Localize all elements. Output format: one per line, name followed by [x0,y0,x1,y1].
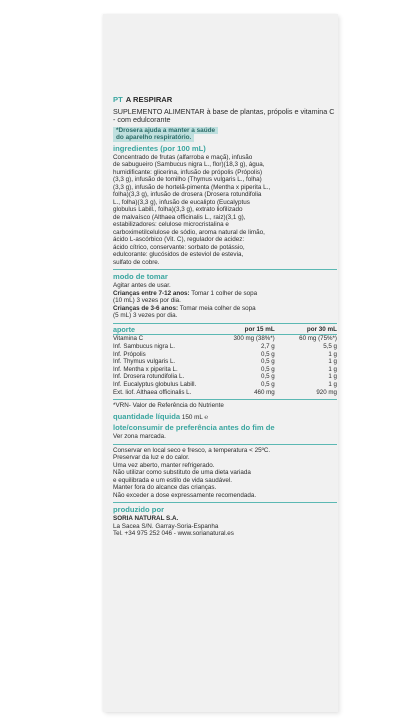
ingredients-line: edulcorante: glucósidos de esteviol de estevia, [113,251,244,259]
nutrient-value: 1 g [328,358,337,366]
ingredients-line: de sabugueiro (Sambucus nigra L., flor)(18,3 g), água, [113,161,265,169]
warning-line: Preservar da luz e do calor. [113,454,190,462]
nutrient-value: 0,5 g [260,350,275,358]
net-quantity-value: 150 mL ℮ [181,413,209,421]
language-code: PT [113,95,123,104]
nutrient-value: 1 g [328,365,337,373]
nutrient-value: 0,5 g [260,380,275,388]
table-row [113,373,337,381]
nutrient-value: 0,5 g [260,358,275,366]
usage-text [113,282,337,320]
ingredients-line: globulus Labill., folha)(3,3 g), extrato liofilizado [113,206,243,214]
usage-line: (5 mL) 3 vezes por dia. [113,312,178,320]
warnings [113,447,337,500]
nutrient-name: Inf. Eucalyptus globulus Labill. [113,380,197,388]
divider [113,502,337,503]
nutrient-value: 60 mg (75%*) [299,335,337,343]
nutrient-name: Inf. Sambucus nigra L. [113,343,175,350]
nutrient-value: 1 g [328,350,337,358]
usage-older-label: Crianças entre 7-12 anos: [113,289,190,297]
producer-address: La Sacea S/N. Garray-Soria-Espanha [113,522,219,530]
usage-young-children [113,305,337,313]
health-claim-line: do aparelho respiratório. [113,134,194,142]
usage-older-text: Tomar 1 colher de sopa [189,289,258,297]
product-header [113,95,337,105]
table-row [113,366,337,374]
ingredients-line: Concentrado de frutas (alfarroba e maçã), infusão [113,153,253,161]
ingredients-line: ácido L-ascórbico (Vit. C), regulador de acidez: [113,236,245,244]
lot-line: Ver zona marcada. [113,433,166,441]
nutrient-name: Inf. Thymus vulgaris L. [113,358,176,366]
divider [113,269,337,270]
ingredients-line: L., folha)(3,3 g), infusão de eucalipto (Eucalyptus [113,198,250,206]
nutrient-value: 0,5 g [260,373,275,381]
net-quantity [113,412,337,422]
net-quantity-label: quantidade líquida [113,411,181,421]
ingredients-line: carboximetilcelulose de sódio, aroma natural de limão, [113,228,265,236]
nutrient-value: 5,5 g [323,343,337,350]
table-row [113,358,337,366]
producer-contact: Tel. +34 975 252 046 - www.sorianatural.es [113,530,234,538]
ingredients-line: sulfato de cobre. [113,258,160,266]
ingredients-line: de malvaísco (Althaea officinalis L., raiz)(3,1 g), [113,213,246,221]
nutrition-footnote: *VRN- Valor de Referência do Nutriente [113,402,224,410]
ingredients-list [113,154,337,267]
usage-older-children [113,290,337,298]
usage-line: (10 mL) 3 vezes por dia. [113,297,181,305]
ingredients-line: humidificante: glicerina, infusão de própolis (Própolis) [113,168,263,176]
warning-line: Manter fora do alcance das crianças. [113,484,217,492]
divider [113,399,337,400]
nutrition-col-header: por 15 mL [225,326,279,335]
label-content [113,95,337,538]
usage-line: Agitar antes de usar. [113,282,171,290]
usage-young-label: Crianças de 3-6 anos: [113,304,179,312]
ingredients-title: ingredientes (por 100 mL) [113,143,206,153]
ingredients-line: estabilizadores: celulose microcristalina e [113,221,229,229]
nutrition-table [113,326,337,396]
table-row [113,343,337,351]
usage-young-text: Tomar meia colher de sopa [178,304,256,312]
warning-line: Não exceder a dose expressamente recomendada. [113,491,257,499]
health-claim [113,127,337,142]
ingredients-line: (3,3 g), infusão de tomilho (Thymus vulgaris L., folha) [113,176,262,184]
warning-line: e equilibrada e um estilo de vida saudável. [113,476,233,484]
nutrient-value: 920 mg [316,388,337,396]
product-subtitle: SUPLEMENTO ALIMENTAR à base de plantas, própolis e vitamina C - com edulcorante [113,107,335,125]
warning-line: Conservar en local seco e fresco, a temperatura < 25ºC. [113,446,271,454]
table-row [113,335,337,343]
ingredients-line: (3,3 g), infusão de hortelã-pimenta (Mentha x piperita L., [113,183,271,191]
warning-line: Não utilizar como substituto de uma dieta variada [113,469,251,477]
producer-title: produzido por [113,505,165,515]
nutrient-value: 2,7 g [260,343,275,350]
nutrient-name: Inf. Mentha x piperita L. [113,365,178,373]
nutrition-header-row [113,326,337,335]
usage-title: modo de tomar [113,272,168,282]
nutrient-value: 1 g [328,373,337,381]
divider [113,444,337,445]
ingredients-line: ácido cítrico, conservante: sorbato de potássio, [113,243,245,251]
nutrient-name: Inf. Própolis [113,350,146,358]
nutrient-name: Inf. Drosera rotundifolia L. [113,373,185,381]
producer-name: SORIA NATURAL S.A. [113,515,179,523]
health-claim-line: *Drosera ajuda a manter a saúde [113,127,218,135]
nutrition-title: aporte [113,326,225,335]
table-row [113,351,337,359]
nutrient-value: 460 mg [254,388,275,396]
lot-title: lote/consumir de preferência antes do fim de [113,423,275,433]
nutrient-value: 300 mg (38%*) [233,335,275,343]
nutrition-col-header: por 30 mL [279,326,337,335]
warning-line: Uma vez aberto, manter refrigerado. [113,461,215,469]
product-title: A RESPIRAR [125,95,173,104]
ingredients-line: folha)(3,3 g), infusão de drosera (Drosera rotundifolia [113,191,262,199]
nutrient-value: 1 g [328,380,337,388]
nutrient-value: 0,5 g [260,365,275,373]
nutrient-name: Vitamina C [113,335,144,343]
table-row [113,389,337,397]
table-row [113,381,337,389]
nutrient-name: Ext. liof. Althaea officinalis L. [113,388,192,396]
divider [113,323,337,324]
